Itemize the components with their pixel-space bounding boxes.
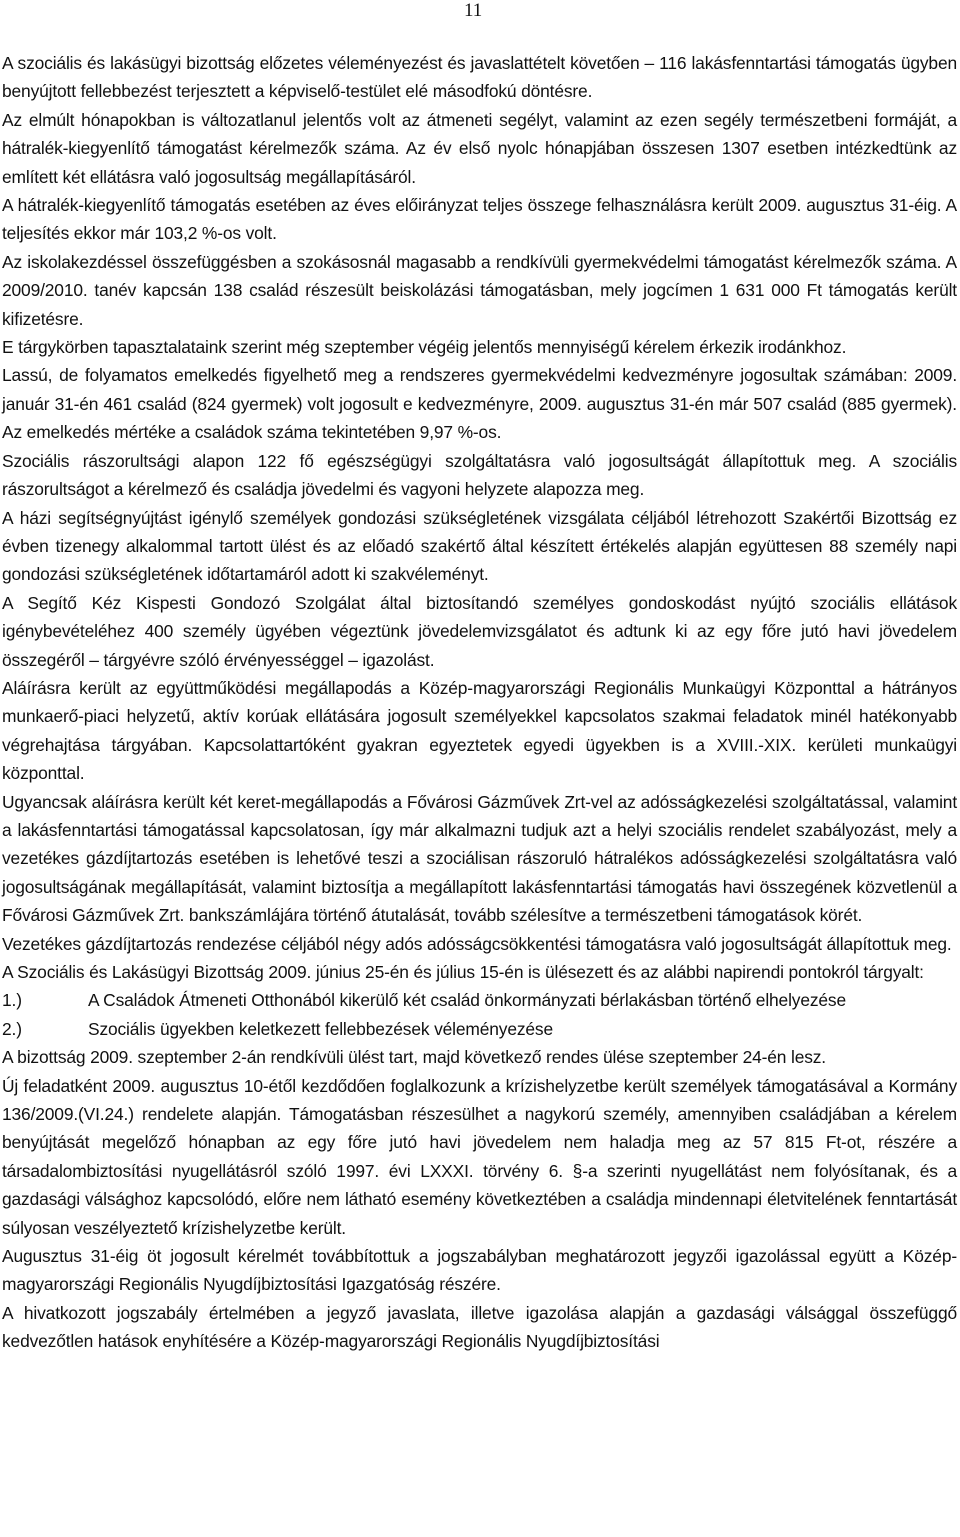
agenda-item-number: 1.): [2, 990, 22, 1011]
paragraph-income-checks: A Segítő Kéz Kispesti Gondozó Szolgálat által biztosítandó személyes gondoskodást nyújtó szociális ellátások igénybevételéhez 400 személy ügyében végeztünk jövedelemvizsgálatot és adtunk ki az egy főre jutó havi jövedelem összegéről – tárgyévre szóló érvényességgel – igazolást.: [2, 592, 957, 670]
document-body: [2, 49, 957, 1356]
paragraph-health-eligibility: Szociális rászorultsági alapon 122 fő egészségügyi szolgáltatásra való jogosultságát állapítottuk meg. A szociális rászorultságot a kérelmező és családja jövedelmi és vagyoni helyzete alapozza meg.: [2, 450, 957, 500]
paragraph-school-start: Az iskolakezdéssel összefüggésben a szokásosnál magasabb a rendkívüli gyermekvédelmi támogatást kérelmezők száma. A 2009/2010. tanév kapcsán 138 család részesült beiskolázási támogatásban, mely jogcímen 1 631 000 Ft támogatás került kifizetésre.: [2, 251, 957, 329]
paragraph-forwarded-requests: Augusztus 31-éig öt jogosult kérelmét továbbítottuk a jogszabályban meghatározott jegyzői igazolással együtt a Közép-magyarországi Regionális Nyugdíjbiztosítási Igazgatóság részére.: [2, 1246, 957, 1295]
agenda-list-item: [2, 986, 957, 1014]
agenda-item-text: Szociális ügyekben keletkezett fellebbezések véleményezése: [88, 1018, 553, 1039]
paragraph-labour-agreement: Aláírásra került az együttműködési megállapodás a Közép-magyarországi Regionális Munkaügyi Központtal a hátrányos munkaerő-piaci helyzetű, aktív korúak ellátására jogosult személyekkel kapcsolatos szakmai feladatok minél hatékonyabb végrehajtása tárgyában. Kapcsolattartóként gyakran egyeztetek egyedi ügyekben is a XVIII.-XIX. kerületi munkaügyi központtal.: [2, 677, 957, 784]
paragraph-appeals: A szociális és lakásügyi bizottság előzetes véleményezést és javaslattételt követően – 116 lakásfenntartási támogatás ügyben benyújtott fellebbezést terjesztett a képviselő-testület elé másodfokú döntésre.: [2, 53, 957, 102]
paragraph-requests-expected: E tárgykörben tapasztalataink szerint még szeptember végéig jelentős mennyiségű kérelem érkezik irodánkhoz.: [2, 337, 847, 358]
paragraph-gas-agreement: Ugyancsak aláírásra került két keret-megállapodás a Fővárosi Gázművek Zrt-vel az adósságkezelési szolgáltatással, valamint a lakásfenntartási támogatással kapcsolatosan, így már alkalmazni tudjuk azt a helyi szociális rendelet szabályozást, mely a vezetékes gázdíjtartozás esetében is lehetővé teszi a szociálisan rászoruló hátralékos adósságkezelési szolgáltatásra való jogosultságának megállapítását, valamint biztosítja a megállapított lakásfenntartási támogatás havi összegének közvetlenül a Fővárosi Gázművek Zrt. bankszámlájára történő átutalását, tovább szélesítve a természetbeni támogatások körét.: [2, 791, 957, 926]
paragraph-expert-committee: A házi segítségnyújtást igénylő személyek gondozási szükségletének vizsgálata céljából létrehozott Szakértői Bizottság ez évben tizenegy alkalommal tartott ülést és az előadó szakértő által készített értékelés alapján együttesen 88 személy napi gondozási szükségletének időtartamáról adott ki szakvéleményt.: [2, 507, 957, 585]
paragraph-next-meetings: A bizottság 2009. szeptember 2-án rendkívüli ülést tart, majd következő rendes ülése szeptember 24-én lesz.: [2, 1047, 826, 1068]
paragraph-crisis-support: Új feladatként 2009. augusztus 10-étől kezdődően foglalkozunk a krízishelyzetbe került személyek támogatásával a Kormány 136/2009.(VI.24.) rendelete alapján. Támogatásban részesülhet a nagykorú személy, amennyiben családjában a kérelem benyújtását megelőző hónapban az egy főre jutó havi jövedelem nem haladja meg az 57 815 Ft-ot, részére a társadalombiztosítási nyugellátásról szóló 1997. évi LXXXI. törvény 6. §-a szerinti nyugellátást nem folyósítanak, és a gazdasági válsághoz kapcsolódó, előre nem látható esemény következtében a családja mindennapi életvitelének fenntartását súlyosan veszélyeztető krízishelyzetbe került.: [2, 1075, 957, 1238]
paragraph-debt-reduction: Vezetékes gázdíjtartozás rendezése céljából négy adós adósságcsökkentési támogatásra való jogosultságát állapítottuk meg.: [2, 933, 952, 954]
paragraph-committee-agenda: A Szociális és Lakásügyi Bizottság 2009. június 25-én és július 15-én is ülésezett és az alábbi napirendi pontokról tárgyalt:: [2, 962, 924, 982]
paragraph-legal-basis: A hivatkozott jogszabály értelmében a jegyző javaslata, illetve igazolása alapján a gazdasági válsággal összefüggő kedvezőtlen hatások enyhítésére a Közép-magyarországi Regionális Nyugdíjbiztosítási: [2, 1302, 957, 1352]
page-number: 11: [464, 0, 483, 21]
paragraph-child-protection: Lassú, de folyamatos emelkedés figyelhető meg a rendszeres gyermekvédelmi kedvezményre jogosultak számában: 2009. január 31-én 461 család (824 gyermek) volt jogosult e kedvezményre, 2009. augusztus 31-én már 507 család (885 gyermek). Az emelkedés mértéke a családok száma tekintetében 9,97 %-os.: [2, 365, 957, 443]
agenda-list-item: [2, 1015, 957, 1043]
agenda-item-number: 2.): [2, 1018, 22, 1039]
paragraph-arrears-support: A hátralék-kiegyenlítő támogatás esetében az éves előirányzat teljes összege felhasználásra került 2009. augusztus 31-éig. A teljesítés ekkor már 103,2 %-os volt.: [2, 195, 957, 244]
agenda-item-text: A Családok Átmeneti Otthonából kikerülő két család önkormányzati bérlakásban történő elhelyezése: [88, 990, 846, 1011]
paragraph-temporary-aid: Az elmúlt hónapokban is változatlanul jelentős volt az átmeneti segélyt, valamint az ezen segély természetbeni formáját, a hátralék-kiegyenlítő támogatást kérelmezők száma. Az év első nyolc hónapjában összesen 1307 esetben intézkedtünk az említett két ellátásra való jogosultság megállapításáról.: [2, 109, 957, 187]
